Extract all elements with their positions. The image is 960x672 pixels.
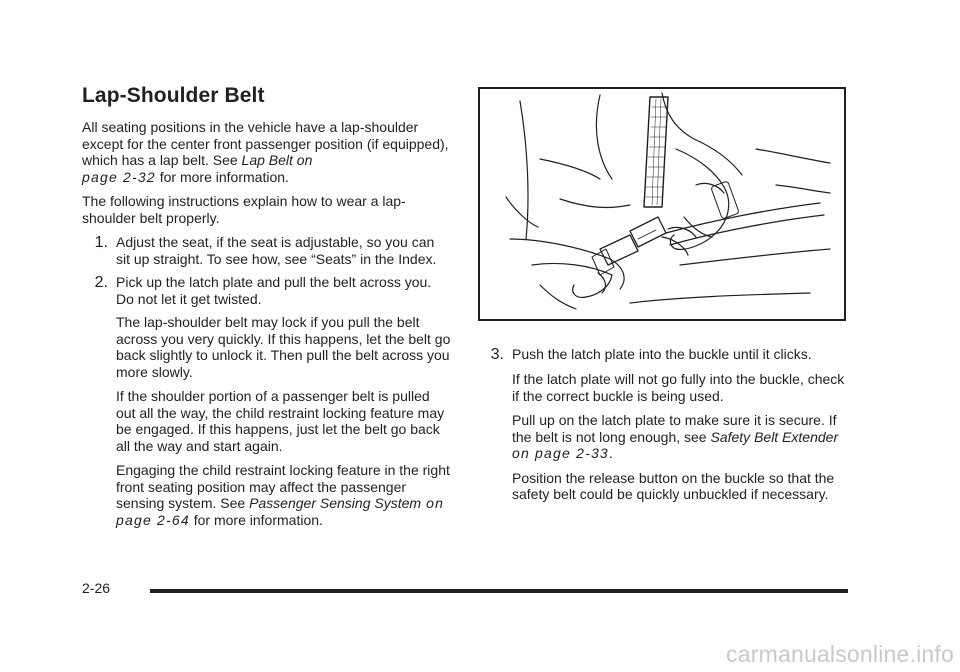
step-3-note-secure — [512, 412, 850, 462]
section-title: Lap-Shoulder Belt — [82, 84, 265, 107]
step-number: 3. — [490, 346, 504, 363]
xref-belt-extender-page[interactable]: on page 2-33 — [512, 445, 609, 461]
step-number: 2. — [94, 274, 108, 291]
note-text: Engaging the child restraint locking feature in the right front seating position may affect the passenger sensing system. See — [116, 462, 450, 511]
step-2-note-sensing — [116, 462, 452, 528]
left-column — [82, 84, 452, 536]
right-column — [478, 346, 850, 511]
step-2-note-lock: The lap-shoulder belt may lock if you pull the belt across you very quickly. If this happens, let the belt go back slightly to unlock it. Then pull the belt across you more slowly. — [116, 314, 451, 380]
xref-belt-extender-link[interactable]: Safety Belt Extender — [710, 428, 839, 445]
page-number: 2-26 — [82, 580, 111, 596]
step-3-note-buckle: If the latch plate will not go fully into the buckle, check if the correct buckle is being used. — [512, 371, 845, 404]
intro-text: All seating positions in the vehicle have a lap-shoulder except for the center front passenger position (if equipped), which has a lap belt. See — [82, 119, 449, 168]
step-2-note-child-lock: If the shoulder portion of a passenger belt is pulled out all the way, the child restraint locking feature may be engaged. If this happens, just let the belt go back all the way and start again. — [116, 388, 445, 454]
note-text-after: . — [608, 445, 613, 461]
note-text: Pull up on the latch plate to make sure it is secure. If the belt is not long enough, see — [512, 412, 837, 445]
step-3-note-release: Position the release button on the buckle so that the safety belt could be quickly unbuckled if necessary. — [512, 469, 835, 502]
xref-lap-belt-page[interactable]: page 2-32 — [82, 168, 156, 185]
step-number: 1. — [94, 234, 108, 251]
step-2 — [82, 274, 452, 307]
step-text: Pick up the latch plate and pull the belt across you. Do not let it get twisted. — [116, 274, 432, 307]
intro-paragraph — [82, 119, 452, 185]
watermark: carmanualsonline.info — [726, 641, 954, 667]
footer-rule — [150, 589, 848, 593]
step-1 — [82, 234, 452, 267]
instructions-intro: The following instructions explain how to wear a lap-shoulder belt properly. — [82, 193, 406, 226]
note-text-after: for more information. — [189, 511, 323, 528]
xref-passenger-sensing-link[interactable]: Passenger Sensing System — [249, 495, 422, 511]
step-text: Push the latch plate into the buckle until it clicks. — [512, 346, 812, 362]
belt-drawing — [480, 89, 844, 319]
step-3 — [478, 346, 850, 364]
xref-lap-belt-link[interactable]: Lap Belt on — [241, 152, 313, 168]
intro-text-after: for more information. — [155, 168, 289, 185]
lap-shoulder-belt-illustration — [478, 87, 846, 321]
xref-passenger-sensing-page[interactable]: on page 2-64 — [116, 495, 445, 528]
step-text: Adjust the seat, if the seat is adjustable, so you can sit up straight. To see how, see “Seats” in the Index. — [116, 234, 437, 267]
